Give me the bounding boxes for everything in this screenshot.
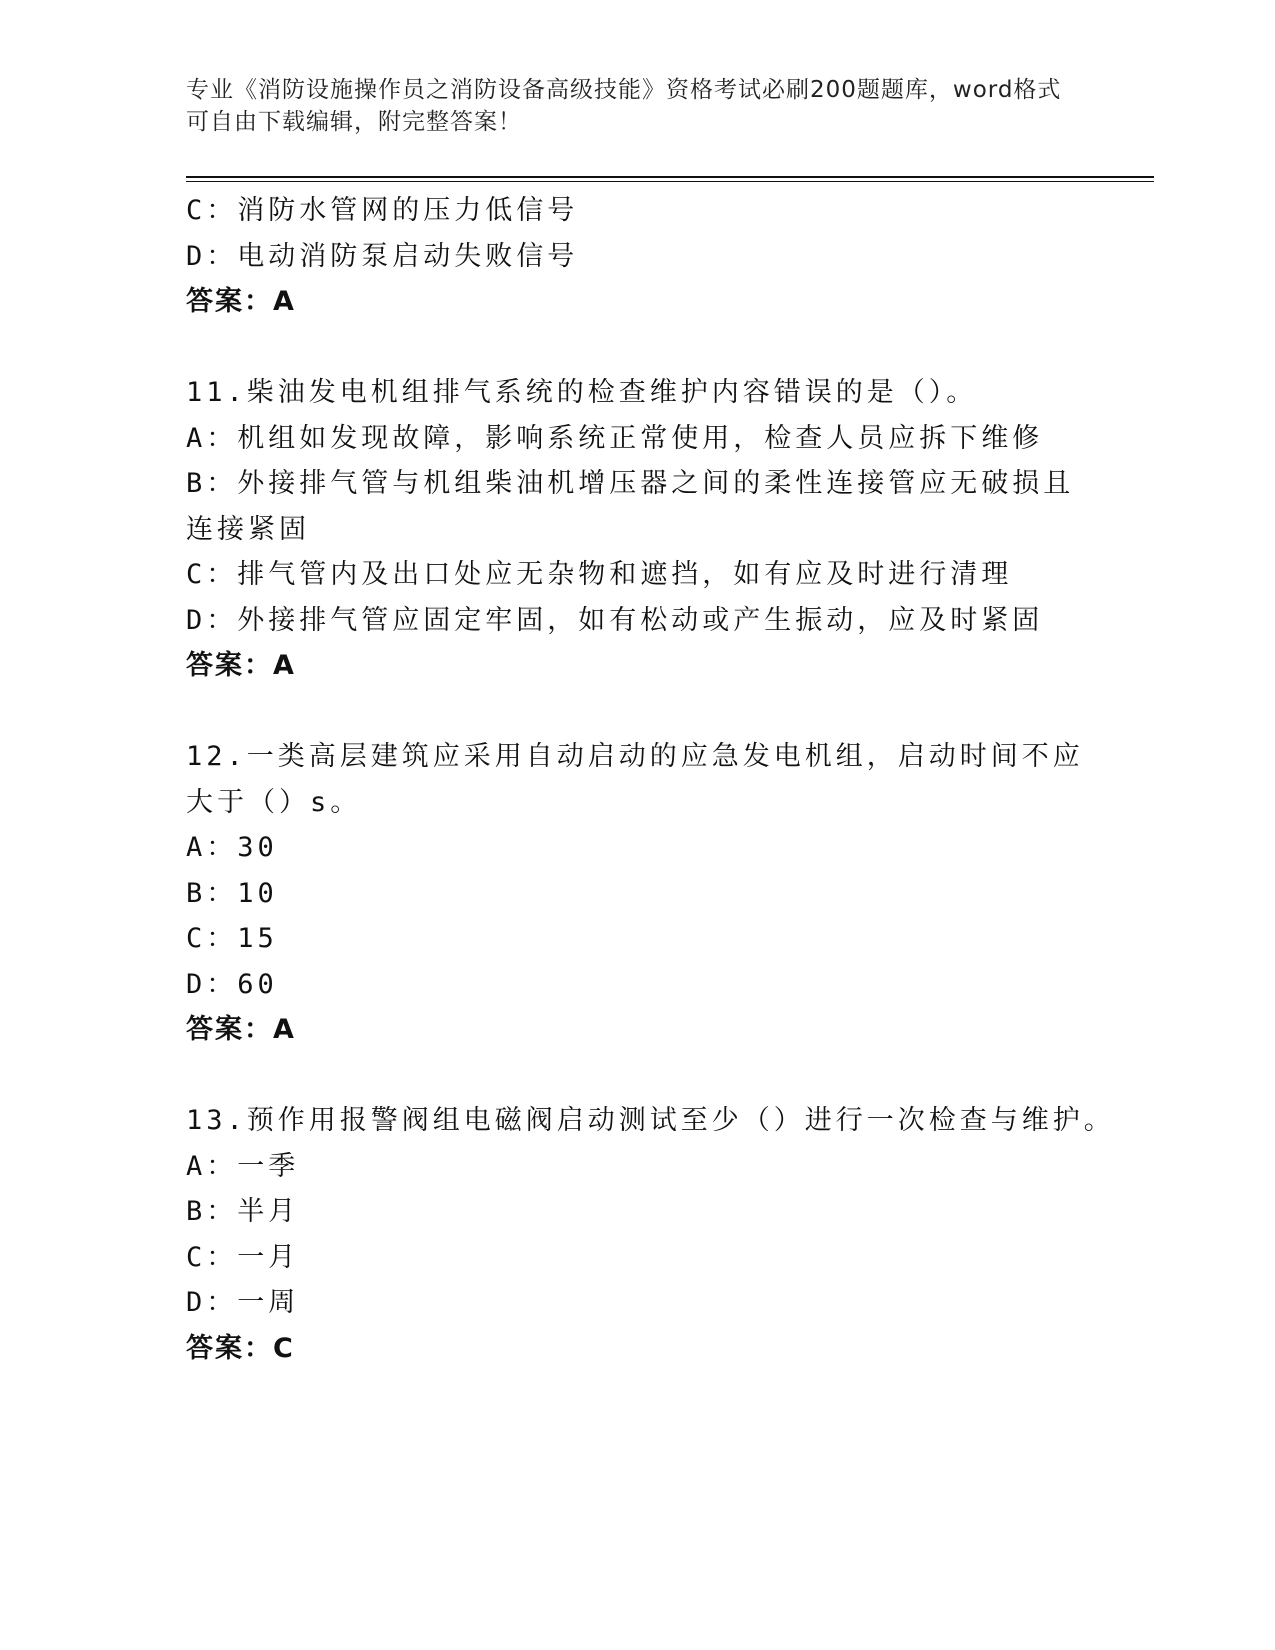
- header-divider-thin: [186, 181, 1154, 182]
- option-a: A：机组如发现故障，影响系统正常使用，检查人员应拆下维修: [186, 422, 1044, 454]
- option-b: B：半月: [186, 1196, 300, 1227]
- question-stem: 13.预作用报警阀组电磁阀启动测试至少（）进行一次检查与维护。: [186, 1105, 1115, 1136]
- option-d: D：外接排气管应固定牢固，如有松动或产生振动，应及时紧固: [186, 604, 1044, 636]
- option-c: C：排气管内及出口处应无杂物和遮挡，如有应及时进行清理: [186, 559, 1013, 590]
- answer-line: 答案：A: [186, 286, 296, 317]
- question-stem: 12.一类高层建筑应采用自动启动的应急发电机组，启动时间不应大于（）s。: [186, 741, 1084, 818]
- answer-line: 答案：A: [186, 1014, 296, 1045]
- option-a: A：30: [186, 832, 278, 863]
- option-b: B：外接排气管与机组柴油机增压器之间的柔性连接管应无破损且连接紧固: [186, 468, 1075, 545]
- answer-line: 答案：C: [186, 1332, 295, 1364]
- option-d: D：60: [186, 968, 278, 1000]
- option-c: C：一月: [186, 1241, 300, 1273]
- document-header: 专业《消防设施操作员之消防设备高级技能》资格考试必刷200题题库，word格式可自由下载编辑，附完整答案！: [186, 77, 1062, 135]
- option-d: D：一周: [186, 1287, 300, 1318]
- spacer: [186, 1053, 1086, 1099]
- option-d: D：电动消防泵启动失败信号: [186, 240, 579, 272]
- option-b: B：10: [186, 877, 278, 909]
- option-c: C：15: [186, 923, 278, 954]
- spacer: [186, 689, 1086, 735]
- header-divider: [186, 176, 1154, 178]
- spacer: [186, 325, 1086, 371]
- question-content: [186, 188, 1115, 1371]
- option-a: A：一季: [186, 1150, 300, 1182]
- answer-line: 答案：A: [186, 650, 296, 681]
- question-stem: 11.柴油发电机组排气系统的检查维护内容错误的是（）。: [186, 377, 978, 408]
- option-c: C：消防水管网的压力低信号: [186, 195, 579, 226]
